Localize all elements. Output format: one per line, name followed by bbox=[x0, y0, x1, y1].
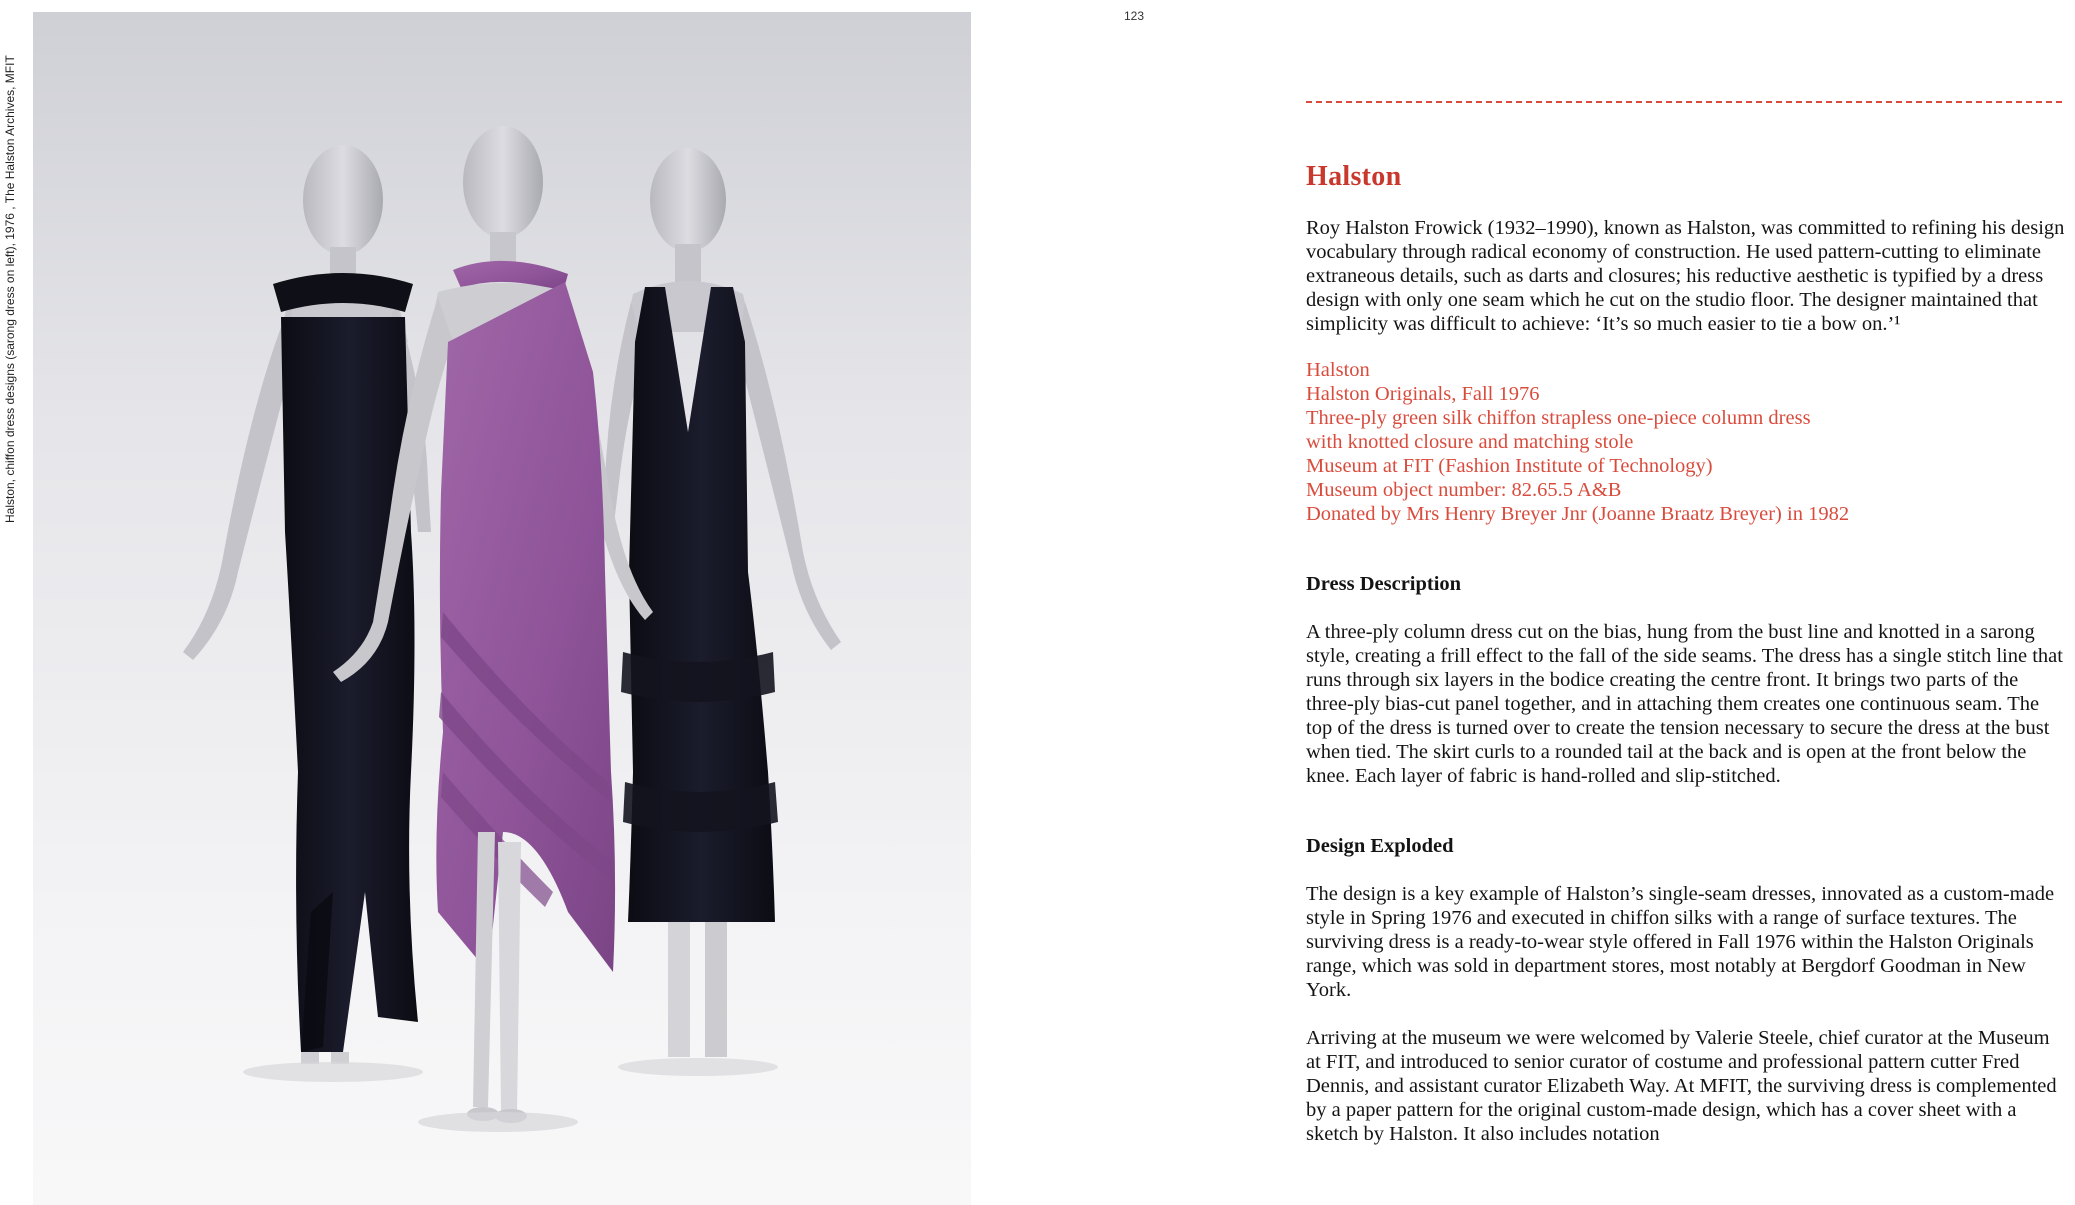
catalog-object-number: Museum object number: 82.65.5 A&B bbox=[1306, 479, 1622, 501]
catalog-entry bbox=[1306, 358, 2066, 526]
catalog-collection: Halston Originals, Fall 1976 bbox=[1306, 383, 1540, 405]
dress-description-body: A three-ply column dress cut on the bias, hung from the bust line and knotted in a sarong style, creating a frill effect to the fall of the side seams. The dress has a single stitch line that runs through six layers in the bodice creating the centre front. It brings two parts of the three-ply bias-cut panel together, and in attaching them creates one continuous seam. The top of the dress is turned over to create the tension necessary to secure the dress at the bust when tied. The skirt curls to a rounded tail at the back and is open at the front below the knee. Each layer of fabric is hand-rolled and slip-stitched. bbox=[1306, 621, 2063, 787]
page-number: 123 bbox=[1124, 9, 1145, 23]
dress-photograph bbox=[33, 12, 971, 1205]
section-title: Halston bbox=[1306, 161, 1402, 192]
photo-credit: Halston, chiffon dress designs (sarong dress on left), 1976 , The Halston Archives, MFIT bbox=[3, 55, 17, 523]
dashed-divider bbox=[1306, 101, 2062, 103]
design-exploded-paragraph-1: The design is a key example of Halston’s single-seam dresses, innovated as a custom-made style in Spring 1976 and executed in chiffon silks with a range of surface textures. The surviving dress is a ready-to-wear style offered in Fall 1976 within the Halston Originals range, which was sold in department stores, most notably at Bergdorf Goodman in New York. bbox=[1306, 883, 2055, 1001]
catalog-designer: Halston bbox=[1306, 359, 1370, 381]
design-exploded-paragraph-2: Arriving at the museum we were welcomed by Valerie Steele, chief curator at the Museum at FIT, and introduced to senior curator of costume and professional pattern cutter Fred Dennis, and assistant curator Elizabeth Way. At MFIT, the surviving dress is complemented by a paper pattern for the original custom-made design, which has a cover sheet with a sketch by Halston. It also includes notation bbox=[1306, 1027, 2057, 1145]
catalog-museum: Museum at FIT (Fashion Institute of Technology) bbox=[1306, 455, 1713, 477]
intro-paragraph: Roy Halston Frowick (1932–1990), known as Halston, was committed to refining his design vocabulary through radical economy of construction. He used pattern-cutting to eliminate extraneous details, such as darts and closures; his reductive aesthetic is typified by a dress design with only one seam which he cut on the studio floor. The designer maintained that simplicity was difficult to achieve: ‘It’s so much easier to tie a bow on.’¹ bbox=[1306, 217, 2065, 335]
article-column bbox=[1306, 160, 2066, 1146]
catalog-material-line2: with knotted closure and matching stole bbox=[1306, 431, 1634, 453]
dress-description-heading: Dress Description bbox=[1306, 573, 1462, 595]
catalog-donor: Donated by Mrs Henry Breyer Jnr (Joanne Braatz Breyer) in 1982 bbox=[1306, 503, 1850, 525]
catalog-material-line1: Three-ply green silk chiffon strapless one-piece column dress bbox=[1306, 407, 1811, 429]
design-exploded-heading: Design Exploded bbox=[1306, 835, 1454, 857]
